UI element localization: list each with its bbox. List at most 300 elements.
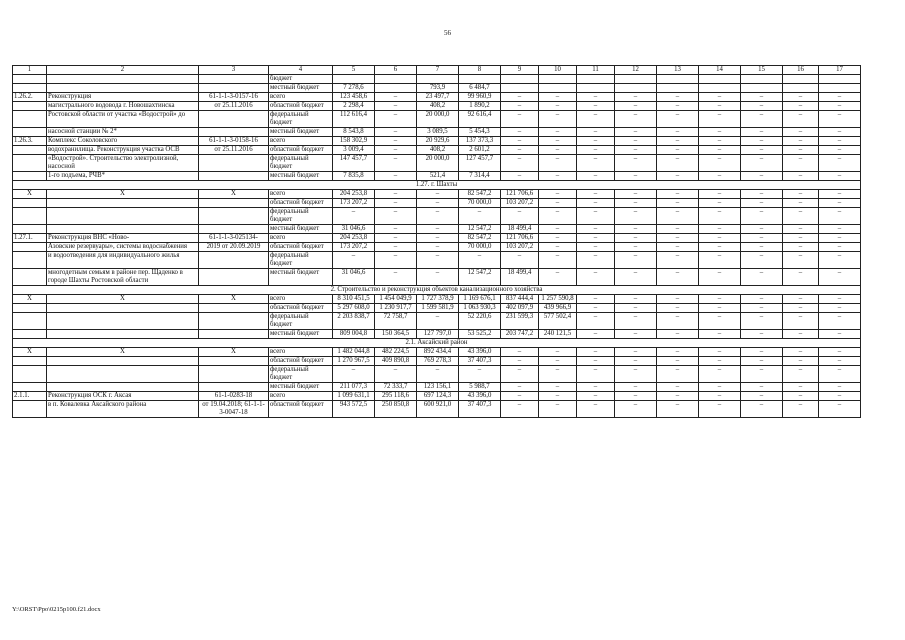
amount-value: – [577, 401, 615, 418]
budget-source: местный бюджет [269, 84, 333, 93]
amount-value: – [741, 172, 783, 181]
amount-value: 6 484,7 [459, 84, 501, 93]
document-reference: 2019 от 20.09.2019 [199, 243, 269, 252]
amount-value: – [657, 111, 699, 128]
amount-value: 402 097,9 [501, 304, 539, 313]
amount-value: – [577, 252, 615, 269]
row-code [13, 111, 47, 128]
amount-value: 482 224,5 [375, 348, 417, 357]
amount-value: – [577, 348, 615, 357]
amount-value: – [783, 401, 819, 418]
amount-value: – [577, 208, 615, 225]
amount-value: – [819, 199, 861, 208]
amount-value: – [375, 225, 417, 234]
budget-source: областной бюджет [269, 199, 333, 208]
amount-value: – [577, 93, 615, 102]
amount-value: – [741, 208, 783, 225]
table-row [13, 243, 861, 252]
amount-value: – [501, 208, 539, 225]
amount-value: 1 727 378,9 [417, 295, 459, 304]
budget-source: всего [269, 392, 333, 401]
row-code [13, 330, 47, 339]
amount-value: – [501, 348, 539, 357]
object-name: и водоотведения для индивидуального жилья [47, 252, 199, 269]
budget-source: местный бюджет [269, 383, 333, 392]
amount-value: – [375, 155, 417, 172]
amount-value: – [819, 172, 861, 181]
amount-value: – [819, 190, 861, 199]
amount-value [783, 75, 819, 84]
amount-value: – [417, 313, 459, 330]
amount-value: 18 499,4 [501, 269, 539, 286]
amount-value: 837 444,4 [501, 295, 539, 304]
amount-value: – [615, 208, 657, 225]
amount-value: – [375, 190, 417, 199]
amount-value: – [741, 128, 783, 137]
amount-value: – [375, 252, 417, 269]
object-name: Реконструкция [47, 93, 199, 102]
document-reference: от 25.11.2016 [199, 146, 269, 155]
amount-value [615, 84, 657, 93]
amount-value: – [783, 366, 819, 383]
amount-value: – [783, 234, 819, 243]
amount-value: – [699, 348, 741, 357]
table-row [13, 366, 861, 383]
document-reference: 61-1-1-3-0157-16 [199, 93, 269, 102]
amount-value: – [699, 208, 741, 225]
amount-value: – [783, 304, 819, 313]
amount-value: – [501, 146, 539, 155]
table-row [13, 128, 861, 137]
amount-value: 250 850,8 [375, 401, 417, 418]
amount-value: 31 046,6 [333, 225, 375, 234]
table-row [13, 84, 861, 93]
amount-value: – [577, 146, 615, 155]
amount-value: – [783, 208, 819, 225]
amount-value: 72 333,7 [375, 383, 417, 392]
amount-value: 82 547,2 [459, 234, 501, 243]
amount-value: 123 458,6 [333, 93, 375, 102]
amount-value: – [615, 383, 657, 392]
amount-value: – [577, 313, 615, 330]
amount-value: – [539, 128, 577, 137]
amount-value: – [577, 225, 615, 234]
budget-source: федеральный бюджет [269, 252, 333, 269]
amount-value: – [615, 295, 657, 304]
amount-value: – [783, 243, 819, 252]
amount-value: – [741, 225, 783, 234]
table-row [13, 93, 861, 102]
object-name: водохранилища. Реконструкция участка ОСВ [47, 146, 199, 155]
document-reference [199, 155, 269, 172]
amount-value: – [699, 330, 741, 339]
amount-value: 1 169 676,1 [459, 295, 501, 304]
amount-value: – [819, 366, 861, 383]
amount-value: – [819, 313, 861, 330]
amount-value: – [783, 137, 819, 146]
amount-value [699, 84, 741, 93]
amount-value: – [539, 366, 577, 383]
amount-value: – [819, 252, 861, 269]
amount-value: – [539, 383, 577, 392]
amount-value: – [699, 111, 741, 128]
amount-value: – [375, 137, 417, 146]
budget-source: областной бюджет [269, 243, 333, 252]
amount-value: – [783, 93, 819, 102]
amount-value: – [375, 208, 417, 225]
object-name: Комплекс Соколовского [47, 137, 199, 146]
budget-table [12, 65, 861, 418]
amount-value: – [657, 128, 699, 137]
budget-source: федеральный бюджет [269, 155, 333, 172]
amount-value: – [657, 348, 699, 357]
amount-value: – [699, 234, 741, 243]
amount-value: – [539, 401, 577, 418]
document-reference [199, 304, 269, 313]
amount-value: 20 000,0 [417, 155, 459, 172]
amount-value: – [783, 199, 819, 208]
row-code [13, 313, 47, 330]
amount-value: – [699, 155, 741, 172]
amount-value: 127 457,7 [459, 155, 501, 172]
amount-value: – [657, 93, 699, 102]
amount-value: – [741, 252, 783, 269]
amount-value: – [741, 383, 783, 392]
amount-value: – [539, 243, 577, 252]
amount-value: 70 000,0 [459, 199, 501, 208]
amount-value: 439 966,9 [539, 304, 577, 313]
amount-value: – [699, 243, 741, 252]
amount-value: – [577, 304, 615, 313]
amount-value: – [819, 392, 861, 401]
amount-value: – [783, 146, 819, 155]
amount-value: 137 373,3 [459, 137, 501, 146]
amount-value [501, 75, 539, 84]
table-row [13, 392, 861, 401]
amount-value: – [783, 348, 819, 357]
section-title: 2. Строительство и реконструкция объектов канализационного хозяйства [13, 286, 861, 295]
amount-value: – [417, 243, 459, 252]
object-name: «Водострой». Строительство электролизной, насосной [47, 155, 199, 172]
amount-value: 99 960,9 [459, 93, 501, 102]
amount-value: – [699, 93, 741, 102]
amount-value: 7 278,6 [333, 84, 375, 93]
amount-value: 70 000,0 [459, 243, 501, 252]
amount-value: – [577, 111, 615, 128]
amount-value: – [577, 392, 615, 401]
budget-source: областной бюджет [269, 304, 333, 313]
amount-value [819, 75, 861, 84]
object-name: Х [47, 295, 199, 304]
amount-value: 943 572,5 [333, 401, 375, 418]
object-name: магистрального водовода г. Новошахтинска [47, 102, 199, 111]
amount-value: – [699, 146, 741, 155]
amount-value: – [375, 111, 417, 128]
footer-file-path: Y:\ORST\Ppo\0215p100.f21.docx [12, 606, 101, 613]
amount-value: – [577, 295, 615, 304]
amount-value: – [741, 330, 783, 339]
document-reference: Х [199, 190, 269, 199]
amount-value: – [539, 190, 577, 199]
amount-value: – [615, 146, 657, 155]
amount-value: – [783, 252, 819, 269]
table-row [13, 295, 861, 304]
amount-value [783, 84, 819, 93]
row-code: 1.27.1. [13, 234, 47, 243]
row-code: 2.1.1. [13, 392, 47, 401]
amount-value: – [741, 190, 783, 199]
amount-value: – [539, 269, 577, 286]
amount-value: – [615, 234, 657, 243]
column-number-row [13, 66, 861, 75]
amount-value: – [615, 199, 657, 208]
amount-value: – [819, 330, 861, 339]
amount-value: 18 499,4 [501, 225, 539, 234]
table-row [13, 137, 861, 146]
amount-value: – [657, 146, 699, 155]
table-row [13, 146, 861, 155]
amount-value: – [375, 269, 417, 286]
amount-value: – [615, 252, 657, 269]
amount-value: 123 156,1 [417, 383, 459, 392]
amount-value: 23 497,7 [417, 93, 459, 102]
column-number: 3 [199, 66, 269, 75]
document-reference [199, 252, 269, 269]
amount-value: – [741, 137, 783, 146]
document-reference: 61-1-1-3-025134- [199, 234, 269, 243]
amount-value: 408,2 [417, 102, 459, 111]
amount-value: – [741, 155, 783, 172]
object-name [47, 208, 199, 225]
amount-value: – [819, 234, 861, 243]
amount-value: – [539, 172, 577, 181]
amount-value: 31 046,6 [333, 269, 375, 286]
amount-value: – [539, 111, 577, 128]
amount-value: 295 118,6 [375, 392, 417, 401]
amount-value: – [699, 102, 741, 111]
page-number: 56 [444, 29, 451, 37]
document-reference [199, 111, 269, 128]
amount-value: – [783, 155, 819, 172]
budget-source: федеральный бюджет [269, 111, 333, 128]
table-row [13, 172, 861, 181]
amount-value: – [375, 102, 417, 111]
amount-value: – [819, 146, 861, 155]
row-code [13, 252, 47, 269]
document-reference: от 19.04.2018; 61-1-1-3-0047-18 [199, 401, 269, 418]
column-number: 7 [417, 66, 459, 75]
amount-value: – [819, 225, 861, 234]
amount-value: – [741, 146, 783, 155]
amount-value: 8 543,8 [333, 128, 375, 137]
amount-value: – [375, 128, 417, 137]
amount-value: 577 502,4 [539, 313, 577, 330]
amount-value: – [819, 348, 861, 357]
amount-value: – [657, 295, 699, 304]
table-row [13, 190, 861, 199]
column-number: 9 [501, 66, 539, 75]
amount-value: 769 278,3 [417, 357, 459, 366]
amount-value: – [615, 93, 657, 102]
amount-value: 2 203 838,7 [333, 313, 375, 330]
amount-value: – [699, 295, 741, 304]
object-name [47, 75, 199, 84]
document-reference: 61-1-1-3-0158-16 [199, 137, 269, 146]
column-number: 4 [269, 66, 333, 75]
row-code [13, 84, 47, 93]
object-name [47, 199, 199, 208]
amount-value: – [375, 93, 417, 102]
amount-value: – [741, 401, 783, 418]
amount-value: 8 310 451,5 [333, 295, 375, 304]
amount-value: – [539, 357, 577, 366]
amount-value: 2 601,2 [459, 146, 501, 155]
amount-value: 1 257 590,8 [539, 295, 577, 304]
amount-value: – [741, 199, 783, 208]
amount-value: – [819, 357, 861, 366]
amount-value: – [699, 252, 741, 269]
amount-value: 1 482 044,8 [333, 348, 375, 357]
amount-value: – [577, 128, 615, 137]
amount-value: – [741, 366, 783, 383]
amount-value: 20 929,6 [417, 137, 459, 146]
amount-value: – [417, 190, 459, 199]
amount-value: 7 314,4 [459, 172, 501, 181]
amount-value: – [699, 304, 741, 313]
amount-value: – [459, 208, 501, 225]
amount-value: – [615, 304, 657, 313]
amount-value [741, 84, 783, 93]
amount-value: – [819, 383, 861, 392]
column-number: 13 [657, 66, 699, 75]
amount-value: – [501, 111, 539, 128]
table-row [13, 252, 861, 269]
amount-value: – [375, 199, 417, 208]
budget-source: местный бюджет [269, 225, 333, 234]
amount-value: – [501, 128, 539, 137]
document-reference: Х [199, 348, 269, 357]
amount-value: – [657, 304, 699, 313]
amount-value: – [577, 234, 615, 243]
row-code [13, 357, 47, 366]
row-code: Х [13, 348, 47, 357]
amount-value: – [699, 357, 741, 366]
amount-value: – [615, 225, 657, 234]
amount-value: – [741, 392, 783, 401]
amount-value: – [657, 199, 699, 208]
amount-value: 150 364,5 [375, 330, 417, 339]
amount-value [741, 75, 783, 84]
row-code [13, 208, 47, 225]
amount-value: – [657, 243, 699, 252]
row-code [13, 75, 47, 84]
table-row [13, 383, 861, 392]
object-name: 1-го подъема, РЧВ* [47, 172, 199, 181]
amount-value: 809 004,8 [333, 330, 375, 339]
amount-value: 12 547,2 [459, 269, 501, 286]
section-title: 1.27. г. Шахты [13, 181, 861, 190]
amount-value: – [699, 392, 741, 401]
amount-value: – [417, 252, 459, 269]
table-row [13, 330, 861, 339]
amount-value: – [615, 137, 657, 146]
amount-value: – [657, 102, 699, 111]
amount-value: – [501, 137, 539, 146]
amount-value: – [375, 243, 417, 252]
amount-value: – [657, 330, 699, 339]
amount-value: – [539, 93, 577, 102]
amount-value: – [699, 172, 741, 181]
amount-value: – [741, 295, 783, 304]
amount-value: – [741, 348, 783, 357]
table-row [13, 225, 861, 234]
amount-value: – [417, 366, 459, 383]
budget-source: федеральный бюджет [269, 313, 333, 330]
document-reference [199, 313, 269, 330]
object-name: в п. Ковалевка Аксайского района [47, 401, 199, 418]
row-code [13, 155, 47, 172]
document-reference: Х [199, 295, 269, 304]
amount-value [375, 84, 417, 93]
amount-value: 121 706,6 [501, 190, 539, 199]
amount-value: 127 797,0 [417, 330, 459, 339]
amount-value: – [657, 155, 699, 172]
budget-source: бюджет [269, 75, 333, 84]
section-title: 2.1. Аксайский район [13, 339, 861, 348]
amount-value: 158 302,9 [333, 137, 375, 146]
amount-value: 1 230 917,7 [375, 304, 417, 313]
amount-value [459, 75, 501, 84]
budget-source: всего [269, 93, 333, 102]
row-code [13, 366, 47, 383]
amount-value: 3 089,5 [417, 128, 459, 137]
amount-value: – [577, 383, 615, 392]
column-number: 2 [47, 66, 199, 75]
amount-value: – [417, 225, 459, 234]
document-reference [199, 225, 269, 234]
amount-value: – [577, 366, 615, 383]
amount-value: – [783, 313, 819, 330]
row-code [13, 304, 47, 313]
amount-value: – [375, 172, 417, 181]
amount-value: – [741, 93, 783, 102]
table-row [13, 304, 861, 313]
amount-value: – [657, 313, 699, 330]
amount-value: 43 396,0 [459, 392, 501, 401]
amount-value: – [741, 357, 783, 366]
table-row [13, 155, 861, 172]
budget-source: федеральный бюджет [269, 208, 333, 225]
amount-value: 103 207,2 [501, 243, 539, 252]
object-name [47, 313, 199, 330]
amount-value: – [657, 137, 699, 146]
row-code [13, 401, 47, 418]
amount-value: – [699, 225, 741, 234]
amount-value: – [577, 243, 615, 252]
amount-value: – [783, 172, 819, 181]
column-number: 15 [741, 66, 783, 75]
row-code [13, 269, 47, 286]
amount-value [577, 75, 615, 84]
amount-value: – [657, 208, 699, 225]
amount-value: – [783, 111, 819, 128]
section-row [13, 339, 861, 348]
amount-value: – [577, 357, 615, 366]
amount-value: – [615, 357, 657, 366]
column-number: 14 [699, 66, 741, 75]
amount-value: – [615, 366, 657, 383]
amount-value: 43 396,0 [459, 348, 501, 357]
